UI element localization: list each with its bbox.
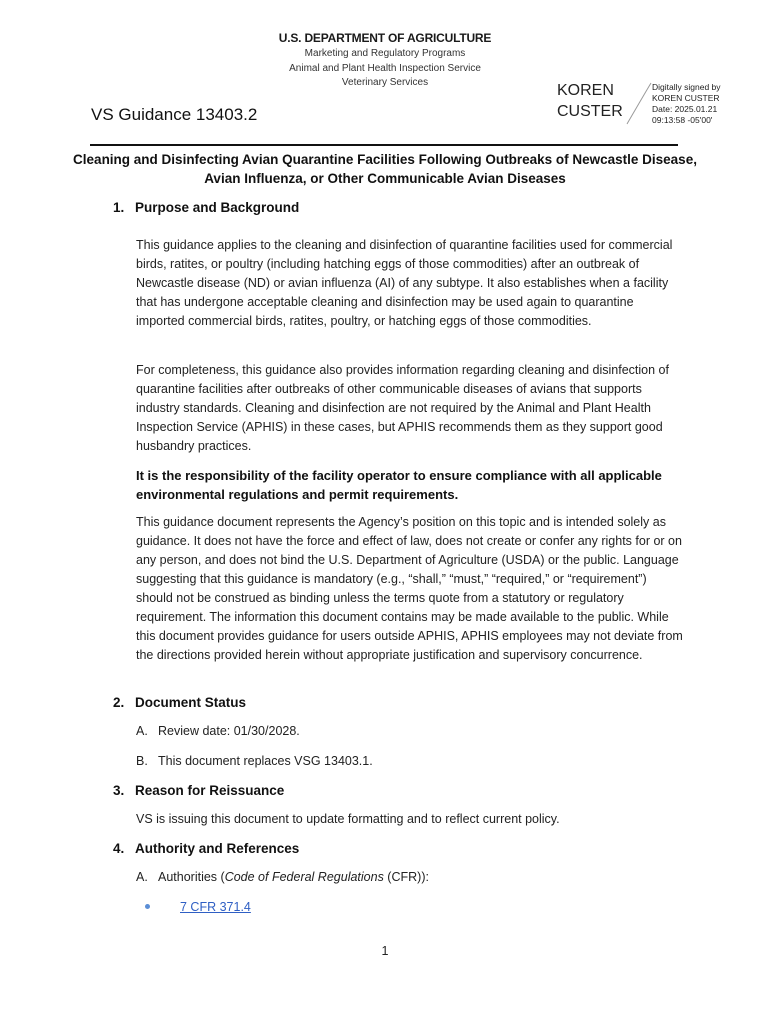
status-item-replaces	[136, 754, 373, 768]
section-number: 2.	[113, 695, 125, 710]
document-title-line1: Cleaning and Disinfecting Avian Quarantine Facilities Following Outbreaks of Newcastle Disease,	[73, 152, 697, 167]
section-heading-authority	[113, 841, 299, 856]
authority-item-a	[136, 870, 429, 884]
purpose-paragraph-2: For completeness, this guidance also provides information regarding cleaning and disinfection of quarantine facilities after outbreaks of other communicable diseases of avians that supports industry standards. Cleaning and disinfection are not required by the Animal and Plant Health Inspection Service (APHIS) in these cases, but APHIS recommends them as they support good husbandry practices.	[136, 363, 669, 453]
bullet-icon	[145, 904, 150, 909]
item-label: B.	[136, 754, 148, 768]
section-number: 3.	[113, 783, 125, 798]
section-heading-status	[113, 695, 246, 710]
section-heading-reissuance	[113, 783, 284, 798]
signer-first-name: KOREN	[557, 82, 614, 99]
section-number: 4.	[113, 841, 125, 856]
signature-date: Date: 2025.01.21	[652, 104, 718, 114]
section-title: Authority and References	[135, 841, 300, 856]
cfr-link[interactable]: 7 CFR 371.4	[180, 900, 251, 914]
item-label: A.	[136, 870, 148, 884]
section-title: Purpose and Background	[135, 200, 300, 215]
item-text-prefix: Authorities (	[158, 870, 225, 884]
header-divider	[90, 144, 678, 146]
signature-meta-line: Digitally signed by	[652, 82, 721, 92]
item-text-italic: Code of Federal Regulations	[224, 870, 384, 884]
signer-last-name: CUSTER	[557, 103, 623, 120]
page-number: 1	[381, 944, 389, 958]
status-item-review-date	[136, 724, 300, 738]
item-text: This document replaces VSG 13403.1.	[158, 754, 373, 768]
section-number: 1.	[113, 200, 125, 215]
guidance-id: VS Guidance 13403.2	[91, 105, 258, 124]
program-name: Marketing and Regulatory Programs	[304, 48, 466, 59]
signature-meta-line: KOREN CUSTER	[652, 93, 720, 103]
item-label: A.	[136, 724, 148, 738]
signature-time: 09:13:58 -05'00'	[652, 115, 713, 125]
section-title: Reason for Reissuance	[135, 783, 285, 798]
section-heading-purpose	[113, 200, 299, 215]
purpose-paragraph-1: This guidance applies to the cleaning and disinfection of quarantine facilities used for commercial birds, ratites, or poultry (including hatching eggs of those commodities) after an outbreak of Newcastle disease (ND) or avian influenza (AI) of any subtype. It also establishes when a facility that has undergone acceptable cleaning and disinfection may be used again to quarantine imported commercial birds, ratites, poultry, or hatching eggs of those commodities.	[136, 238, 673, 328]
document-title-line2: Avian Influenza, or Other Communicable Avian Diseases	[204, 171, 566, 186]
item-text: Review date: 01/30/2028.	[158, 724, 300, 738]
disclaimer-paragraph: This guidance document represents the Agency’s position on this topic and is intended solely as guidance. It does not have the force and effect of law, does not create or confer any rights for or on any person, and does not bind the U.S. Department of Agriculture (USDA) or the public. Language suggesting that this guidance is mandatory (e.g., “shall,” “must,” “required,” or “requirement”) should not be construed as binding unless the terms quote from a statutory or regulatory requirement. The information this document contains may be made available to the public. While this document provides guidance for users outside APHIS, APHIS employees may not deviate from the directions provided herein without appropriate justification and supervisory concurrence.	[136, 515, 683, 662]
service-name: Animal and Plant Health Inspection Service	[289, 63, 481, 74]
compliance-notice: It is the responsibility of the facility operator to ensure compliance with all applicable environmental regulations and permit requirements.	[136, 468, 662, 502]
unit-name: Veterinary Services	[341, 77, 429, 88]
signature-stroke-icon	[624, 80, 654, 126]
section-title: Document Status	[135, 695, 247, 710]
reissuance-text: VS is issuing this document to update formatting and to reflect current policy.	[136, 812, 560, 826]
item-text-suffix: (CFR)):	[383, 870, 429, 884]
department-name: U.S. DEPARTMENT OF AGRICULTURE	[278, 31, 492, 45]
